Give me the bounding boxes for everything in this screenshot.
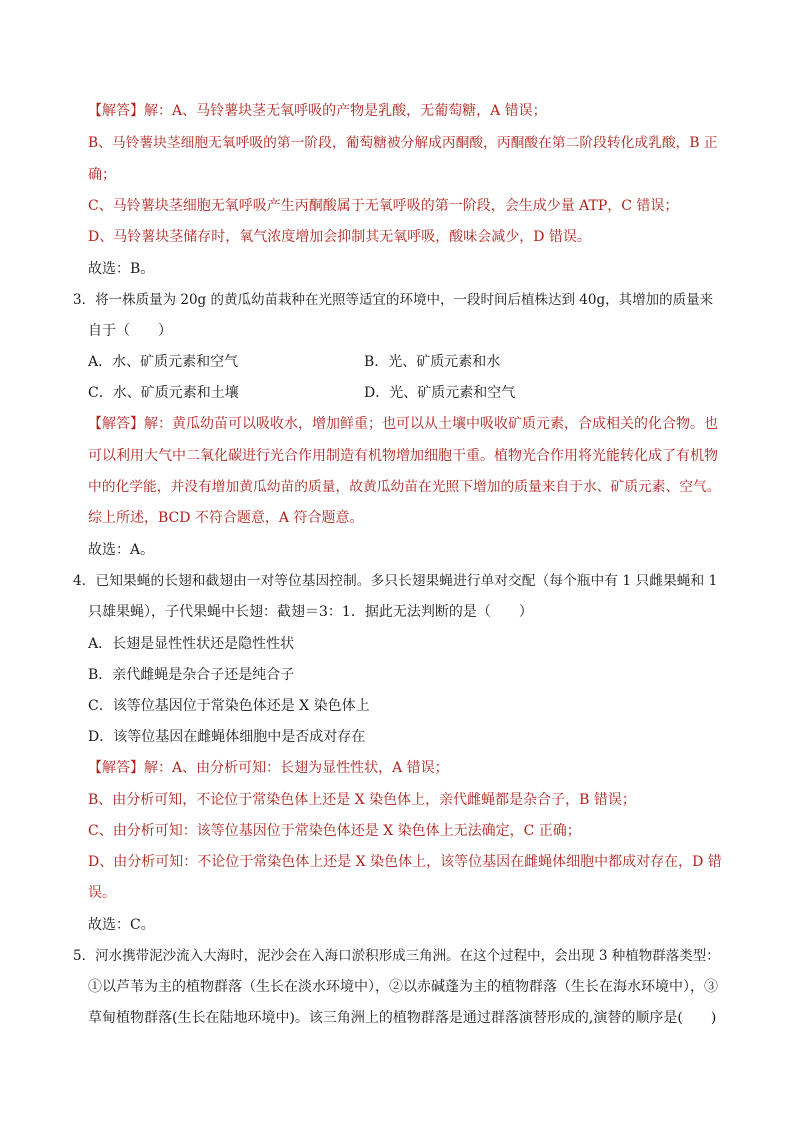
q4-option-a: A．长翅是显性性状还是隐性性状: [88, 636, 295, 652]
q5-stem: 5．河水携带泥沙流入大海时，泥沙会在入海口淤积形成三角洲。在这个过程中，会出现 3 种植物群落类型：: [73, 948, 720, 964]
q2-answer-line: B、马铃薯块茎细胞无氧呼吸的第一阶段，葡萄糖被分解成丙酮酸，丙酮酸在第二阶段转化成乳酸，B 正: [88, 135, 718, 151]
q4-stem: 只雄果蝇），子代果蝇中长翅：截翅＝3：1．据此无法判断的是（ ）: [88, 604, 533, 620]
q5-stem: ①以芦苇为主的植物群落（生长在淡水环境中），②以赤碱蓬为主的植物群落（生长在海水环境中），③: [88, 979, 718, 995]
q3-conclusion: 故选：A。: [88, 542, 155, 558]
q4-answer-lead: 【解答】解：A、由分析可知：长翅为显性性状，A 错误；: [88, 760, 449, 776]
q3-answer-line: 可以利用大气中二氧化碳进行光合作用制造有机物增加细胞干重。植物光合作用将光能转化成了有机物: [88, 448, 718, 464]
q3-stem: 3．将一株质量为 20g 的黄瓜幼苗栽种在光照等适宜的环境中，一段时间后植株达到 40g，其增加的质量来: [73, 292, 714, 308]
q3-answer-line: 【解答】解：黄瓜幼苗可以吸收水，增加鲜重；也可以从土壤中吸收矿质元素，合成相关的化合物。也: [88, 416, 718, 432]
q2-answer-line: D、马铃薯块茎储存时，氧气浓度增加会抑制其无氧呼吸，酸味会减少，D 错误。: [88, 229, 591, 245]
q2-answer-lead: 【解答】解：A、马铃薯块茎无氧呼吸的产物是乳酸，无葡萄糖，A 错误；: [88, 103, 547, 119]
q4-conclusion: 故选：C。: [88, 917, 155, 933]
q4-stem: 4．已知果蝇的长翅和截翅由一对等位基因控制。多只长翅果蝇进行单对交配（每个瓶中有 1 只雌果蝇和 1: [73, 573, 718, 589]
q4-answer-line: B、由分析可知，不论位于常染色体上还是 X 染色体上，亲代雌蝇都是杂合子，B 错误；: [88, 792, 636, 808]
q4-option-b: B．亲代雌蝇是杂合子还是纯合子: [88, 667, 295, 683]
q4-answer-line: D、由分析可知：不论位于常染色体上还是 X 染色体上，该等位基因在雌蝇体细胞中都成对存在，D 错: [88, 854, 722, 870]
q3-option-b: B．光、矿质元素和水: [364, 354, 501, 370]
answer-tag: 【解答】: [88, 103, 144, 119]
q3-option-c: C．水、矿质元素和土壤: [88, 385, 239, 401]
q3-option-a: A．水、矿质元素和空气: [88, 354, 239, 370]
q2-answer-line: C、马铃薯块茎细胞无氧呼吸产生丙酮酸属于无氧呼吸的第一阶段，会生成少量 ATP，C 错误；: [88, 198, 679, 214]
q5-stem: 草甸植物群落(生长在陆地环境中)。该三角洲上的植物群落是通过群落演替形成的,演替的顺序是( ): [88, 1010, 717, 1026]
q3-answer-line: 综上所述，BCD 不符合题意，A 符合题意。: [88, 510, 364, 526]
q2-conclusion: 故选：B。: [88, 261, 155, 277]
q4-answer-line: 误。: [88, 885, 116, 901]
answer-tag: 【解答】: [88, 760, 144, 776]
q3-option-d: D．光、矿质元素和空气: [364, 385, 516, 401]
q3-answer-line: 中的化学能，并没有增加黄瓜幼苗的质量，故黄瓜幼苗在光照下增加的质量来自于水、矿质元素、空气。: [88, 479, 721, 495]
q2-answer-line: 确；: [88, 167, 116, 183]
q3-stem: 自于（ ）: [88, 323, 172, 339]
q4-option-c: C．该等位基因位于常染色体还是 X 染色体上: [88, 698, 370, 714]
q4-option-d: D．该等位基因在雌蝇体细胞中是否成对存在: [88, 729, 366, 745]
q4-answer-line: C、由分析可知：该等位基因位于常染色体还是 X 染色体上无法确定，C 正确；: [88, 823, 581, 839]
answer-tag: 【解答】: [88, 416, 144, 432]
